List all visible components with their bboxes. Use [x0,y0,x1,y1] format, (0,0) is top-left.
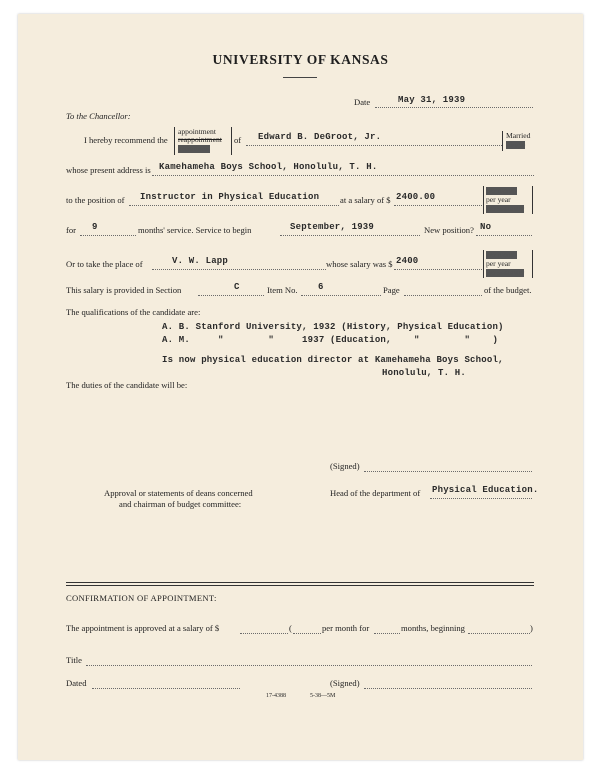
open-paren: ( [289,623,292,633]
approved-prefix: The appointment is approved at a salary of $ [66,623,220,633]
signed-label: (Signed) [330,461,360,471]
title-line[interactable] [86,665,532,666]
option-promotion[interactable]: promotion [178,144,210,153]
new-position-line [476,235,532,236]
was-salary-value[interactable]: 2400 [396,256,419,266]
salary-per-year[interactable]: per year [486,195,511,204]
approved-beginning-line[interactable] [468,633,530,634]
page-line [404,295,482,296]
section-value[interactable]: C [234,282,240,292]
approval-label-1: Approval or statements of deans concerned [104,488,253,498]
was-salary-label: whose salary was $ [326,259,393,269]
head-label: Head of the department of [330,488,421,498]
to-chancellor: To the Chancellor: [66,111,131,121]
service-begin-line [280,235,420,236]
place-of-label: Or to take the place of [66,259,143,269]
address-value[interactable]: Kamehameha Boys School, Honolulu, T. H. [159,162,378,172]
confirm-signed-line[interactable] [364,688,532,689]
address-line [152,175,534,176]
position-line [129,205,339,206]
salary-label: at a salary of $ [340,195,391,205]
per-month-for: per month for [322,623,370,633]
divider-bottom [66,585,534,586]
months-line [80,235,136,236]
address-label: whose present address is [66,165,151,175]
salary-per-semester[interactable]: per semester [486,204,525,213]
date-line [375,107,533,108]
form-paper [18,14,583,760]
of-label: of [234,135,242,145]
confirm-signed-label: (Signed) [330,678,360,688]
approved-months-line[interactable] [374,633,400,634]
position-label: to the position of [66,195,125,205]
close-paren: ) [530,623,533,633]
date-label: Date [354,97,371,107]
place-of-line [152,269,326,270]
salary-line [394,205,482,206]
months-beginning: months, beginning [401,623,465,633]
salary-value[interactable]: 2400.00 [396,192,436,202]
signed-line[interactable] [364,471,532,472]
new-position-value[interactable]: No [480,222,492,232]
section-label: This salary is provided in Section [66,285,182,295]
recommend-prefix: I hereby recommend the [84,135,168,145]
divider-top [66,582,534,583]
new-position-label: New position? [424,225,474,235]
service-begin-value[interactable]: September, 1939 [290,222,375,232]
option-married[interactable]: Married [506,131,531,140]
months-value[interactable]: 9 [92,222,98,232]
qualification-note-2: Honolulu, T. H. [382,368,467,378]
option-reappointment[interactable]: reappointment [178,135,222,144]
form-code-2: 5-38—5M [310,693,336,699]
dated-label: Dated [66,678,87,688]
qualification-line-2: A. M. " " 1937 (Education, " " ) [162,335,499,345]
head-line [430,498,532,499]
title-underline [283,77,317,78]
date-value[interactable]: May 31, 1939 [398,95,466,105]
item-label: Item No. [267,285,298,295]
page-label: Page [383,285,400,295]
place-of-value[interactable]: V. W. Lapp [172,256,229,266]
item-value[interactable]: 6 [318,282,324,292]
qualification-line-1: A. B. Stanford University, 1932 (History, Physical Education) [162,322,504,332]
name-line [246,145,502,146]
title-label: Title [66,655,82,665]
for-label: for [66,225,77,235]
item-line [301,295,381,296]
budget-label: of the budget. [484,285,532,295]
qualifications-label: The qualifications of the candidate are: [66,307,201,317]
page-title: UNIVERSITY OF KANSAS [212,52,389,67]
duties-label: The duties of the candidate will be: [66,380,188,390]
approved-per-month-line[interactable] [293,633,321,634]
was-per-year[interactable]: per year [486,259,511,268]
was-salary-line [394,269,482,270]
form-code-1: 17-4388 [266,693,286,699]
section-line [198,295,264,296]
candidate-name[interactable]: Edward B. DeGroot, Jr. [258,132,382,142]
confirmation-heading: CONFIRMATION OF APPOINTMENT: [66,593,217,603]
approved-salary-line[interactable] [240,633,288,634]
position-value[interactable]: Instructor in Physical Education [140,192,320,202]
head-value[interactable]: Physical Education. [432,485,539,495]
was-per-month[interactable]: per month [486,250,518,259]
dated-line[interactable] [92,688,240,689]
was-per-semester[interactable]: per semester [486,268,525,277]
option-single[interactable]: Single [506,140,526,149]
months-label: months' service. Service to begin [138,225,252,235]
salary-per-month[interactable]: per month [486,186,518,195]
approval-label-2: and chairman of budget committee: [119,499,242,509]
option-appointment[interactable]: appointment [178,127,216,136]
qualification-note-1: Is now physical education director at Kamehameha Boys School, [162,355,504,365]
